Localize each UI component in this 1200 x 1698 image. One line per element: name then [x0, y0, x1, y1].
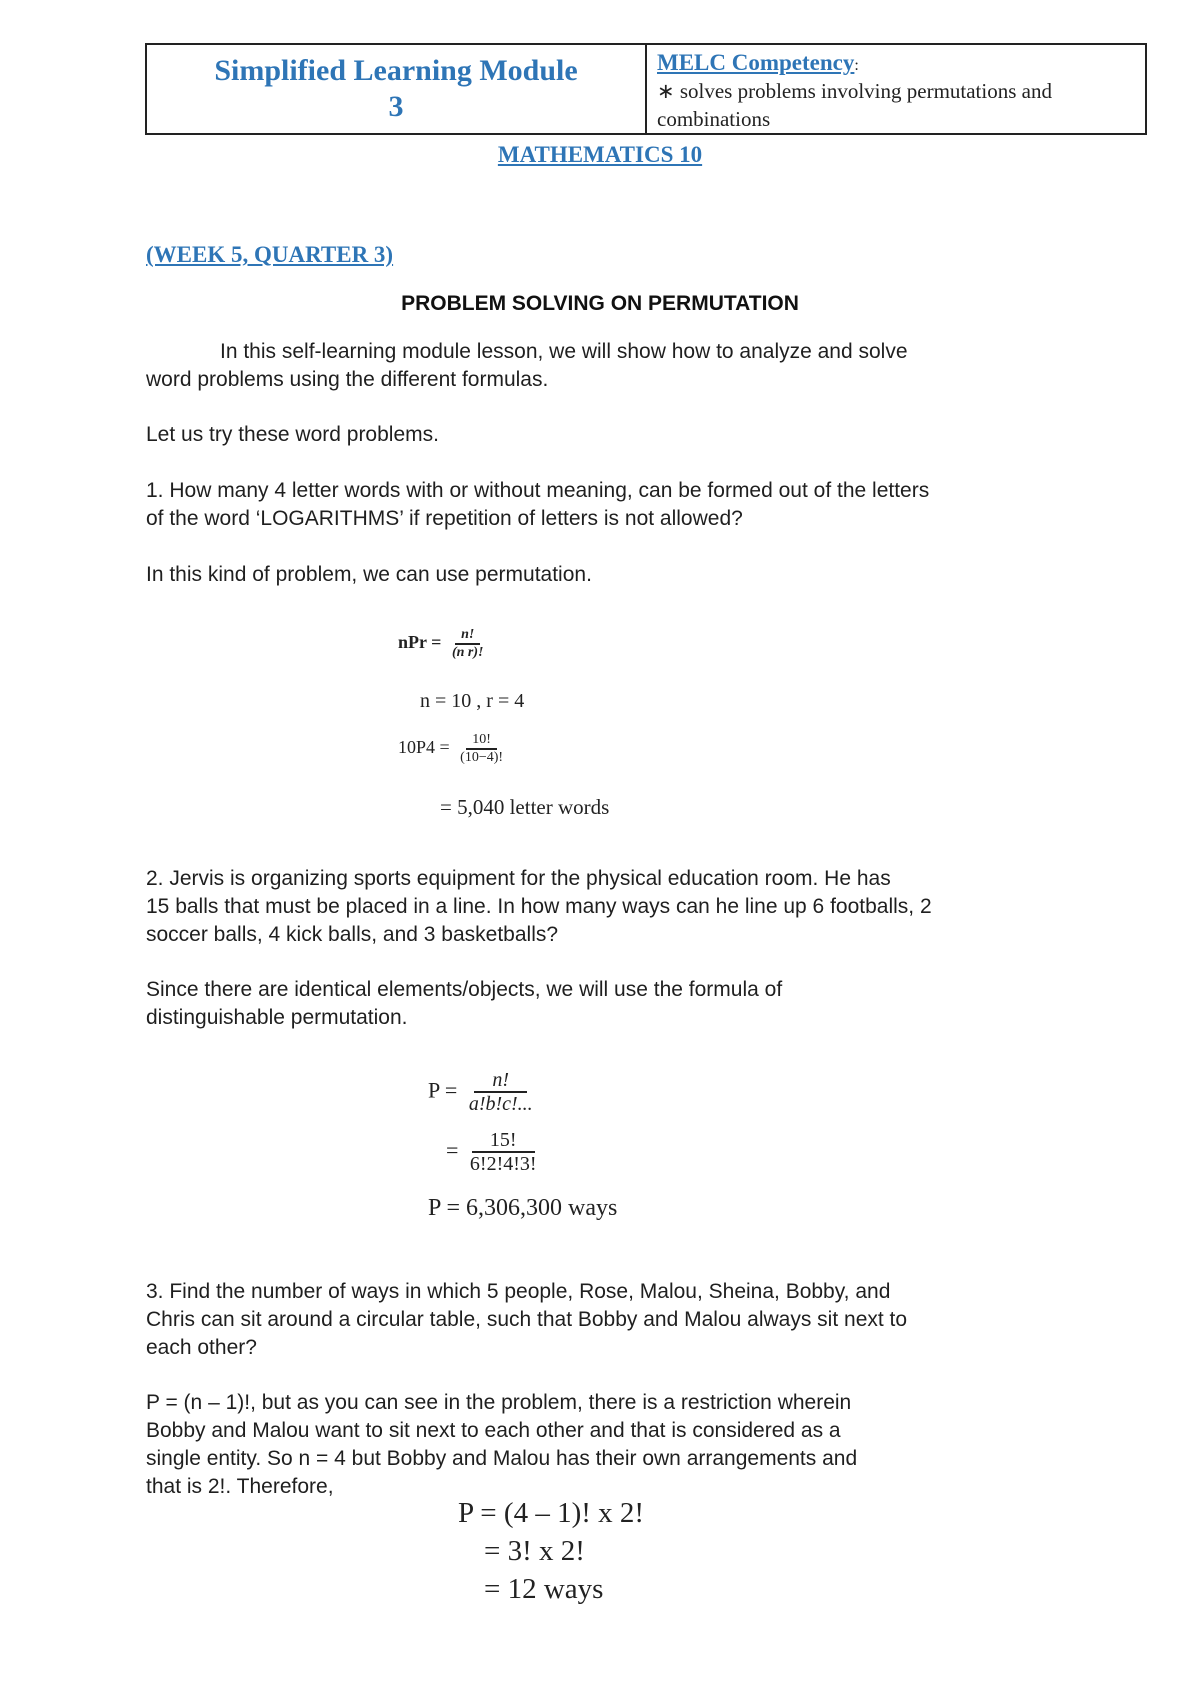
try-text: Let us try these word problems.: [146, 423, 439, 446]
problem2-result: P = 6,306,300 ways: [428, 1195, 618, 1221]
problem2-line3: soccer balls, 4 kick balls, and 3 basketballs?: [146, 923, 559, 946]
problem1-sub-denominator: (10−4)!: [460, 749, 504, 765]
lesson-title: PROBLEM SOLVING ON PERMUTATION: [401, 292, 799, 315]
problem3-explanation-line3: single entity. So n = 4 but Bobby and Malou has their own arrangements and: [146, 1447, 858, 1470]
problem1-sub-lhs: 10P4 =: [398, 737, 450, 758]
melc-colon: :: [854, 57, 859, 74]
problem1-formula-denominator: (n r)!: [451, 644, 484, 660]
melc-title: MELC Competency: [657, 50, 855, 75]
problem3-line3: each other?: [146, 1336, 257, 1359]
module-title-line1: Simplified Learning Module: [214, 54, 578, 87]
problem2-note1: Since there are identical elements/objects, we will use the formula of: [146, 978, 783, 1001]
problem1-line2: of the word ‘LOGARITHMS’ if repetition of letters is not allowed?: [146, 507, 743, 530]
problem3-explanation-line4: that is 2!. Therefore,: [146, 1475, 334, 1498]
melc-line1: ∗ solves problems involving permutations and: [657, 79, 1052, 103]
melc-line2: combinations: [657, 107, 771, 131]
module-title-line2: 3: [388, 90, 404, 123]
module-title-cell: [147, 45, 647, 133]
melc-cell: [647, 45, 1145, 133]
intro-line2: word problems using the different formulas.: [146, 368, 549, 391]
week-label: (WEEK 5, QUARTER 3): [146, 242, 394, 267]
problem2-formula-lhs: P =: [428, 1077, 458, 1103]
problem1-formula-lhs: nPr =: [398, 632, 442, 653]
intro-line1: In this self-learning module lesson, we will show how to analyze and solve: [220, 340, 908, 363]
problem2-sub-numerator: 15!: [472, 1130, 535, 1153]
problem1-formula-numerator: n!: [455, 628, 480, 645]
problem2-sub-lhs: =: [446, 1137, 459, 1163]
problem3-explanation-line2: Bobby and Malou want to sit next to each other and that is considered as a: [146, 1419, 841, 1442]
problem3-calc-line1: P = (4 – 1)! x 2!: [458, 1497, 645, 1529]
problem2-formula-numerator: n!: [474, 1070, 527, 1093]
problem1-given: n = 10 , r = 4: [420, 690, 525, 712]
problem2-line1: 2. Jervis is organizing sports equipment for the physical education room. He has: [146, 867, 891, 890]
problem3-line1: 3. Find the number of ways in which 5 people, Rose, Malou, Sheina, Bobby, and: [146, 1280, 891, 1303]
problem3-calc-line3: = 12 ways: [484, 1573, 604, 1605]
problem2-sub-denominator: 6!2!4!3!: [469, 1153, 537, 1175]
subject-title: MATHEMATICS 10: [497, 142, 703, 167]
problem1-substitution: [398, 733, 509, 765]
problem1-result: = 5,040 letter words: [440, 795, 610, 819]
problem3-calc-line2: = 3! x 2!: [484, 1535, 585, 1567]
problem2-formula-denominator: a!b!c!...: [468, 1093, 533, 1115]
problem1-formula: [398, 628, 489, 660]
problem1-line1: 1. How many 4 letter words with or without meaning, can be formed out of the letters: [146, 479, 930, 502]
problem2-line2: 15 balls that must be placed in a line. In how many ways can he line up 6 footballs, 2: [146, 895, 932, 918]
problem1-note: In this kind of problem, we can use permutation.: [146, 563, 592, 586]
problem3-line2: Chris can sit around a circular table, such that Bobby and Malou always sit next to: [146, 1308, 908, 1331]
module-header-table: [145, 43, 1147, 135]
problem2-formula: [428, 1070, 539, 1115]
problem3-explanation-line1: P = (n – 1)!, but as you can see in the problem, there is a restriction wherein: [146, 1391, 852, 1414]
problem1-sub-numerator: 10!: [466, 733, 497, 750]
problem2-note2: distinguishable permutation.: [146, 1006, 408, 1029]
problem2-substitution: [446, 1130, 543, 1175]
